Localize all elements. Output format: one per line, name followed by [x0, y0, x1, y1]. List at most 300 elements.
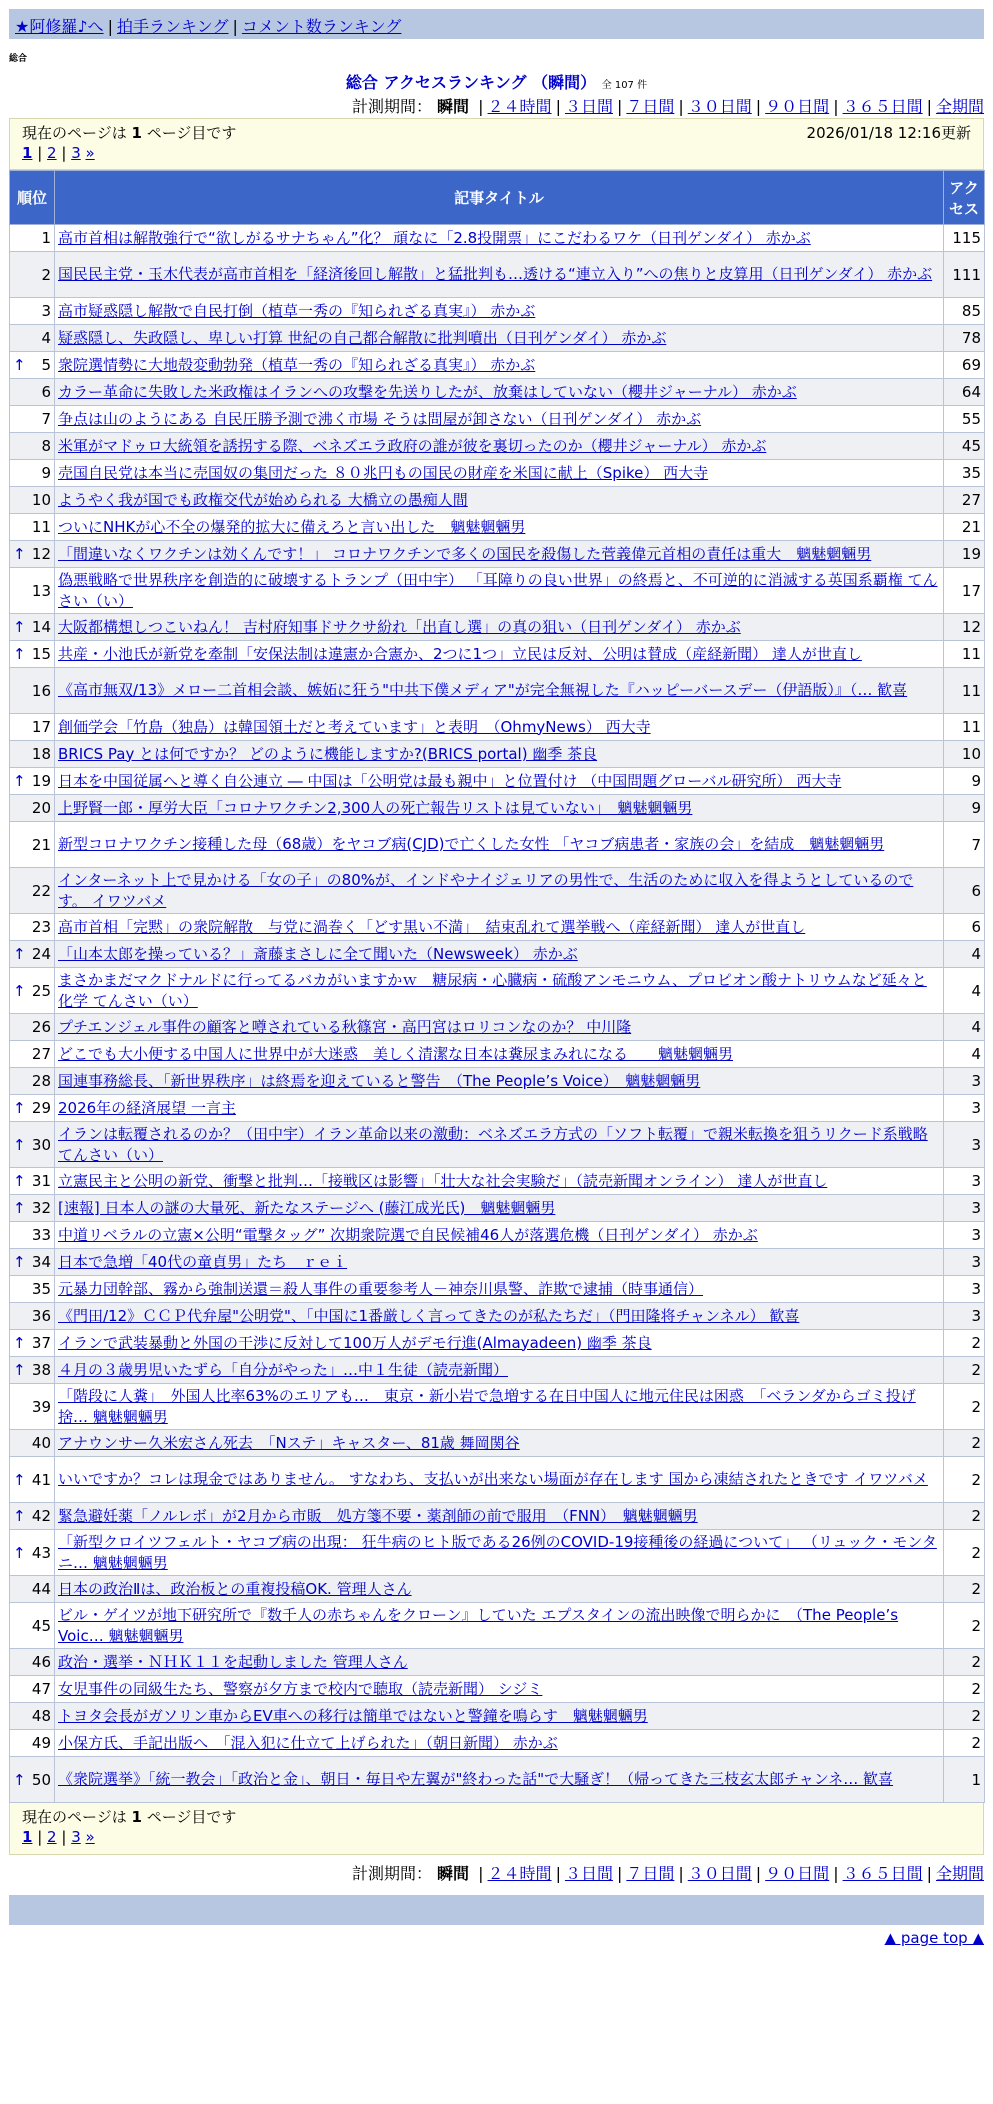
access-count: 17	[944, 568, 985, 614]
period-link[interactable]: ３日間	[564, 97, 613, 116]
access-count: 78	[944, 325, 985, 352]
access-count: 2	[944, 1330, 985, 1357]
ranking-table-body	[10, 225, 985, 1803]
top-nav-bar	[9, 9, 984, 39]
article-title-link[interactable]: 新型コロナワクチン接種した母（68歳）をヤコブ病(CJD)で亡くした女性 「ヤコブ病患者・家族の会」を結成 魑魅魍魎男	[58, 835, 885, 853]
title-cell	[55, 1041, 944, 1068]
title-cell	[55, 541, 944, 568]
access-count: 2	[944, 1730, 985, 1757]
rank-number: 5	[41, 356, 51, 374]
title-cell	[55, 668, 944, 714]
rank-cell	[10, 1530, 55, 1576]
article-title-link[interactable]: [速報] 日本人の謎の大量死、新たなステージへ (藤江成光氏) 魑魅魍魎男	[58, 1198, 556, 1217]
article-title-link[interactable]: 上野賢一郎・厚労大臣「コロナワクチン2,300人の死亡報告リストは見ていない」 魑魅魍魎男	[58, 798, 693, 817]
rank-cell	[10, 968, 55, 1014]
period-separator: |	[616, 1864, 623, 1883]
rank-up-arrow-icon: ↑	[13, 772, 26, 790]
rank-cell	[10, 914, 55, 941]
article-title-link[interactable]: 「間違いなくワクチンは効くんです！」 コロナワクチンで多くの国民を殺傷した菅義偉元首相の責任は重大 魑魅魍魎男	[58, 544, 872, 563]
rank-cell	[10, 941, 55, 968]
access-count: 3	[944, 1276, 985, 1303]
rank-cell	[10, 822, 55, 868]
title-cell	[55, 1122, 944, 1168]
title-cell	[55, 460, 944, 487]
table-row	[10, 1757, 985, 1803]
period-separator: |	[678, 1864, 684, 1883]
rank-cell	[10, 487, 55, 514]
rank-number: 37	[31, 1334, 51, 1352]
rank-number: 24	[31, 945, 51, 963]
access-count: 6	[944, 914, 985, 941]
rank-cell	[10, 768, 55, 795]
table-row	[10, 1095, 985, 1122]
period-link[interactable]: ３６５日間	[842, 97, 923, 116]
table-row	[10, 1676, 985, 1703]
table-row	[10, 1222, 985, 1249]
article-title-link[interactable]: 立憲民主と公明の新党、衝撃と批判…「接戦区は影響」「壮大な社会実験だ」（読売新聞オンライン） 達人が世直し	[58, 1171, 828, 1190]
article-title-link[interactable]: 売国自民党は本当に売国奴の集団だった ８０兆円もの国民の財産を米国に献上（Spike） 西大寺	[58, 463, 709, 482]
period-label: 計測期間：	[351, 97, 432, 116]
title-cell	[55, 1222, 944, 1249]
rank-number: 47	[31, 1680, 51, 1698]
page-info-number: 1	[131, 124, 142, 142]
title-cell	[55, 568, 944, 614]
table-row	[10, 1503, 985, 1530]
rank-up-arrow-icon: ↑	[13, 645, 26, 663]
access-count: 3	[944, 1195, 985, 1222]
access-count: 27	[944, 487, 985, 514]
table-row	[10, 1457, 985, 1503]
table-row	[10, 379, 985, 406]
table-row	[10, 1649, 985, 1676]
rank-number: 33	[31, 1226, 51, 1244]
access-count: 9	[944, 795, 985, 822]
period-link[interactable]: ７日間	[626, 97, 675, 116]
rank-cell	[10, 1503, 55, 1530]
home-link[interactable]: ★阿修羅♪へ	[15, 17, 104, 36]
article-title-link[interactable]: 「新型クロイツフェルト・ヤコブ病の出現： 狂牛病のヒト版である26例のCOVID-19接種後の経過について」 （リュック・モンタニ… 魑魅魍魎男	[58, 1532, 937, 1572]
table-row	[10, 1014, 985, 1041]
period-link[interactable]: ７日間	[626, 1864, 675, 1883]
article-title-link[interactable]: 争点は山のようにある 自民圧勝予測で沸く市場 そうは問屋が卸さない（日刊ゲンダイ） 赤かぶ	[58, 409, 702, 428]
page-top-link[interactable]: ▲ page top ▲	[884, 1929, 984, 1947]
title-cell	[55, 1330, 944, 1357]
access-count: 115	[944, 225, 985, 252]
rank-cell	[10, 1041, 55, 1068]
current-page-info-bottom	[22, 1806, 236, 1828]
ranking-title-text: 総合 アクセスランキング （瞬間）	[345, 73, 597, 92]
period-separator: |	[755, 97, 762, 116]
rank-number: 11	[31, 518, 51, 536]
article-title-link[interactable]: ついにNHKが心不全の爆発的拡大に備えろと言い出した 魑魅魍魎男	[58, 517, 526, 536]
rank-number: 9	[41, 464, 51, 482]
rank-up-arrow-icon: ↑	[13, 1172, 26, 1190]
access-count: 3	[944, 1168, 985, 1195]
rank-cell	[10, 741, 55, 768]
period-link[interactable]: ３０日間	[687, 1864, 752, 1883]
access-count: 2	[944, 1457, 985, 1503]
period-link[interactable]: ３日間	[564, 1864, 613, 1883]
title-cell	[55, 1503, 944, 1530]
title-cell	[55, 1195, 944, 1222]
period-link[interactable]: ２４時間	[487, 97, 552, 116]
period-separator: |	[478, 1864, 484, 1883]
rank-cell	[10, 325, 55, 352]
access-count: 3	[944, 1303, 985, 1330]
access-count: 3	[944, 1122, 985, 1168]
title-cell	[55, 1457, 944, 1503]
rank-number: 15	[31, 645, 51, 663]
rank-number: 31	[31, 1172, 51, 1190]
article-title-link[interactable]: 高市首相「完黙」の衆院解散 与党に渦巻く「どす黒い不満」 結束乱れて選挙戦へ（産経新聞） 達人が世直し	[58, 917, 806, 936]
article-title-link[interactable]: 2026年の経済展望 一言主	[58, 1098, 236, 1117]
pager-page-link[interactable]: 2	[47, 144, 57, 162]
article-title-link[interactable]: ビル・ゲイツが地下研究所で『数千人の赤ちゃんをクローン』していた エプスタインの流出映像で明らかに （The People’s Voic… 魑魅魍魎男	[58, 1605, 899, 1645]
nav-separator: |	[232, 17, 238, 36]
rank-number: 14	[31, 618, 51, 636]
rank-cell	[10, 1757, 55, 1803]
rank-cell	[10, 1430, 55, 1457]
article-title-link[interactable]: 緊急避妊薬「ノルレボ」が2月から市販 処方箋不要・薬剤師の前で服用 （FNN） 魑魅魍魎男	[58, 1506, 698, 1525]
ranking-title	[0, 70, 993, 92]
article-title-link[interactable]: 国連事務総長、「新世界秩序」は終焉を迎えていると警告 （The People’s Voice） 魑魅魍魎男	[58, 1071, 701, 1090]
title-cell	[55, 868, 944, 914]
rank-cell	[10, 1249, 55, 1276]
article-title-link[interactable]: 衆院選情勢に大地殻変動勃発（植草一秀の『知られざる真実』） 赤かぶ	[58, 355, 536, 374]
rank-number: 27	[31, 1045, 51, 1063]
access-count: 2	[944, 1576, 985, 1603]
access-count: 45	[944, 433, 985, 460]
article-title-link[interactable]: まさかまだマクドナルドに行ってるバカがいますかｗ 糖尿病・心臓病・硫酸アンモニウム、プロピオン酸ナトリウムなど延々と化学 てんさい（い）	[58, 970, 927, 1010]
pager-separator: |	[37, 1828, 48, 1846]
rank-number: 13	[31, 581, 51, 600]
rank-number: 50	[31, 1770, 51, 1789]
rank-cell	[10, 1384, 55, 1430]
rank-number: 29	[31, 1099, 51, 1117]
period-link[interactable]: 全期間	[935, 1864, 984, 1883]
page-info-suffix: ページ目です	[146, 124, 237, 142]
rank-number: 4	[41, 329, 51, 347]
period-links	[474, 1864, 984, 1883]
access-count: 6	[944, 868, 985, 914]
table-row	[10, 460, 985, 487]
rank-cell	[10, 1676, 55, 1703]
pager-separator: |	[56, 144, 72, 162]
rank-number: 7	[41, 410, 51, 428]
rank-number: 12	[31, 545, 51, 563]
rank-cell	[10, 1703, 55, 1730]
rank-up-arrow-icon: ↑	[13, 1099, 26, 1117]
comment-ranking-link[interactable]: コメント数ランキング	[241, 17, 402, 36]
access-count: 3	[944, 1095, 985, 1122]
period-current: 瞬間	[437, 1864, 470, 1883]
rank-number: 23	[31, 918, 51, 936]
article-title-link[interactable]: 日本で急増「40代の童貞男」たち ｒｅｉ	[58, 1252, 348, 1271]
article-title-link[interactable]: 《高市無双/13》メロー二首相会談、嫉妬に狂う"中共下僕メディア"が完全無視した『ハッピーバースデー（伊語版）』（… 歓喜	[58, 681, 908, 699]
pager-page-link[interactable]: 2	[47, 1828, 57, 1846]
access-count: 4	[944, 941, 985, 968]
table-row	[10, 795, 985, 822]
page-info-panel-bottom	[9, 1803, 984, 1855]
pager-next-link[interactable]: »	[85, 1828, 95, 1846]
rank-number: 21	[31, 835, 51, 854]
rank-cell	[10, 1276, 55, 1303]
table-row	[10, 1603, 985, 1649]
period-link[interactable]: ３６５日間	[842, 1864, 923, 1883]
pager-current[interactable]: 1	[22, 1828, 33, 1846]
rank-number: 34	[31, 1253, 51, 1271]
access-count: 2	[944, 1603, 985, 1649]
rank-number: 30	[31, 1135, 51, 1154]
article-title-link[interactable]: 共産・小池氏が新党を牽制「安保法制は違憲か合憲か、2つに1つ」立民は反対、公明は賛成（産経新聞） 達人が世直し	[58, 644, 862, 663]
nav-separator: |	[107, 17, 113, 36]
table-row	[10, 541, 985, 568]
article-title-link[interactable]: いいですか？コレは現金ではありません。 すなわち、支払いが出来ない場面が存在します 国から凍結されたときです イワツバメ	[58, 1470, 928, 1488]
page-top-area	[9, 1929, 984, 1953]
rank-cell	[10, 1095, 55, 1122]
rank-cell	[10, 1330, 55, 1357]
rank-cell	[10, 714, 55, 741]
table-row	[10, 1195, 985, 1222]
access-count: 2	[944, 1430, 985, 1457]
article-title-link[interactable]: イランは転覆されるのか？（田中宇）イラン革命以来の激動：ベネズエラ方式の「ソフト転覆」で親米転換を狙うリクード系戦略 てんさい（い）	[58, 1124, 928, 1164]
title-cell	[55, 714, 944, 741]
article-title-link[interactable]: イランで武装暴動と外国の干渉に反対して100万人がデモ行進(Almayadeen) 幽季 茶良	[58, 1333, 652, 1352]
table-row	[10, 298, 985, 325]
article-title-link[interactable]: 「山本太郎を操っている？」斎藤まさしに全て聞いた（Newsweek） 赤かぶ	[58, 944, 578, 963]
title-cell	[55, 1357, 944, 1384]
table-row	[10, 768, 985, 795]
rank-number: 17	[31, 718, 51, 736]
title-cell	[55, 433, 944, 460]
period-current: 瞬間	[437, 97, 470, 116]
article-title-link[interactable]: 中道リベラルの立憲×公明“電撃タッグ” 次期衆院選で自民候補46人が落選危機（日刊ゲンダイ） 赤かぶ	[58, 1225, 758, 1244]
rank-cell	[10, 379, 55, 406]
article-title-link[interactable]: ４月の３歳男児いたずら「自分がやった」…中１生徒（読売新聞）	[58, 1360, 509, 1379]
rank-number: 20	[31, 799, 51, 817]
period-separator: |	[926, 97, 932, 116]
period-links	[474, 97, 984, 116]
rank-cell	[10, 641, 55, 668]
table-row	[10, 1576, 985, 1603]
rank-cell	[10, 433, 55, 460]
page-info-suffix: ページ目です	[146, 1808, 237, 1826]
article-title-link[interactable]: 創価学会「竹島（独島）は韓国領土だと考えています」と表明 （OhmyNews） 西大寺	[58, 717, 651, 736]
access-count: 1	[944, 1757, 985, 1803]
rank-cell	[10, 1014, 55, 1041]
article-title-link[interactable]: 《衆院選挙》「統一教会」「政治と金」、朝日・毎日や左翼が"終わった話"で大騒ぎ！（帰ってきた三枝玄太郎チャンネ… 歓喜	[58, 1770, 894, 1788]
pager-page-link[interactable]: 3	[71, 1828, 81, 1846]
rank-number: 41	[31, 1470, 51, 1489]
article-title-link[interactable]: 日本を中国従属へと導く自公連立 ― 中国は「公明党は最も親中」と位置付け （中国問題グローバル研究所） 西大寺	[58, 771, 842, 790]
access-count: 11	[944, 668, 985, 714]
title-cell	[55, 1068, 944, 1095]
page-info-number: 1	[131, 1808, 142, 1826]
article-title-link[interactable]: 元暴力団幹部、霧から強制送還＝殺人事件の重要参考人－神奈川県警、詐欺で逮捕（時事通信）	[58, 1279, 704, 1298]
table-row	[10, 1330, 985, 1357]
access-count: 10	[944, 741, 985, 768]
table-row	[10, 641, 985, 668]
table-row	[10, 868, 985, 914]
title-cell	[55, 1014, 944, 1041]
rank-cell	[10, 568, 55, 614]
rank-cell	[10, 1730, 55, 1757]
rank-cell	[10, 406, 55, 433]
rank-number: 18	[31, 745, 51, 763]
rank-number: 19	[31, 772, 51, 790]
rank-cell	[10, 1576, 55, 1603]
header-access: アクセス	[944, 171, 985, 225]
access-count: 12	[944, 614, 985, 641]
page-info-prefix: 現在のページは	[22, 1808, 127, 1826]
title-cell	[55, 1603, 944, 1649]
rank-cell	[10, 541, 55, 568]
rank-up-arrow-icon: ↑	[13, 1507, 26, 1525]
rank-up-arrow-icon: ↑	[13, 981, 26, 1000]
article-title-link[interactable]: 米軍がマドゥロ大統領を誘拐する際、ベネズエラ政府の誰が彼を裏切ったのか（櫻井ジャーナル） 赤かぶ	[58, 436, 767, 455]
rank-up-arrow-icon: ↑	[13, 1770, 26, 1789]
title-cell	[55, 1730, 944, 1757]
rank-number: 22	[31, 881, 51, 900]
table-row	[10, 1068, 985, 1095]
pager	[22, 144, 971, 166]
title-cell	[55, 1649, 944, 1676]
pager-next-link[interactable]: »	[85, 144, 95, 162]
article-title-link[interactable]: 「階段に人糞」 外国人比率63%のエリアも… 東京・新小岩で急増する在日中国人に地元住民は困惑 「ベランダからゴミ投げ捨… 魑魅魍魎男	[58, 1386, 916, 1426]
table-row	[10, 1703, 985, 1730]
period-link[interactable]: ９０日間	[765, 1864, 830, 1883]
table-row	[10, 914, 985, 941]
pager-page-link[interactable]: 3	[71, 144, 81, 162]
title-cell	[55, 352, 944, 379]
table-row	[10, 968, 985, 1014]
title-cell	[55, 1703, 944, 1730]
rank-cell	[10, 514, 55, 541]
title-cell	[55, 914, 944, 941]
table-row	[10, 514, 985, 541]
access-count: 4	[944, 968, 985, 1014]
applause-ranking-link[interactable]: 拍手ランキング	[116, 17, 229, 36]
article-title-link[interactable]: 女児事件の同級生たち、警察が夕方まで校内で聴取（読売新聞） シジミ	[58, 1679, 543, 1698]
article-title-link[interactable]: カラー革命に失敗した米政権はイランへの攻撃を先送りしたが、放棄はしていない（櫻井ジャーナル） 赤かぶ	[58, 382, 797, 401]
rank-number: 6	[41, 383, 51, 401]
period-link[interactable]: ９０日間	[765, 97, 830, 116]
access-count: 19	[944, 541, 985, 568]
article-title-link[interactable]: BRICS Pay とは何ですか？ どのように機能しますか?(BRICS portal) 幽季 茶良	[58, 744, 598, 763]
access-count: 3	[944, 1068, 985, 1095]
title-cell	[55, 487, 944, 514]
current-page-info	[22, 122, 236, 144]
article-title-link[interactable]: 《門田/12》ＣＣＰ代弁屋"公明党"、「中国に1番厳しく言ってきたのが私たちだ」（門田隆将チャンネル） 歓喜	[58, 1306, 800, 1325]
pager-separator: |	[37, 144, 48, 162]
title-cell	[55, 298, 944, 325]
rank-cell	[10, 1168, 55, 1195]
title-cell	[55, 1530, 944, 1576]
period-selector	[9, 94, 984, 116]
rank-cell	[10, 1457, 55, 1503]
article-title-link[interactable]: アナウンサー久米宏さん死去 「Nステ」キャスター、81歳 舞岡関谷	[58, 1433, 520, 1452]
period-link[interactable]: ３０日間	[687, 97, 752, 116]
rank-cell	[10, 795, 55, 822]
rank-number: 3	[41, 302, 51, 320]
access-count: 55	[944, 406, 985, 433]
access-count: 2	[944, 1503, 985, 1530]
article-title-link[interactable]: 高市疑惑隠し解散で自民打倒（植草一秀の『知られざる真実』） 赤かぶ	[58, 301, 536, 320]
rank-number: 10	[31, 491, 51, 509]
header-rank: 順位	[10, 171, 55, 225]
table-row	[10, 406, 985, 433]
access-count: 2	[944, 1649, 985, 1676]
rank-cell	[10, 1603, 55, 1649]
rank-up-arrow-icon: ↑	[13, 945, 26, 963]
title-cell	[55, 614, 944, 641]
rank-number: 49	[31, 1734, 51, 1752]
title-cell	[55, 1676, 944, 1703]
pager-links	[37, 1828, 94, 1846]
article-title-link[interactable]: 政治・選挙・ＮＨＫ１１を起動しました 管理人さん	[58, 1652, 408, 1671]
rank-cell	[10, 1649, 55, 1676]
article-title-link[interactable]: どこでも大小便する中国人に世界中が大迷惑 美しく清潔な日本は糞尿まみれになる 魑魅魍魎男	[58, 1044, 734, 1063]
ranking-count: 全 107 件	[601, 80, 648, 91]
rank-up-arrow-icon: ↑	[13, 1334, 26, 1352]
rank-cell	[10, 1357, 55, 1384]
rank-number: 8	[41, 437, 51, 455]
article-title-link[interactable]: プチエンジェル事件の顧客と噂されている秋篠宮・高円宮はロリコンなのか？ 中川隆	[58, 1017, 632, 1036]
pager-links	[37, 144, 94, 162]
rank-number: 40	[31, 1434, 51, 1452]
article-title-link[interactable]: インターネット上で見かける「女の子」の80%が、インドやナイジェリアの男性で、生活のために収入を得ようとしているのです。 イワツバメ	[58, 870, 914, 910]
title-cell	[55, 1430, 944, 1457]
rank-number: 1	[41, 229, 51, 247]
access-count: 4	[944, 1014, 985, 1041]
rank-cell	[10, 252, 55, 298]
period-link[interactable]: ２４時間	[487, 1864, 552, 1883]
access-count: 3	[944, 1222, 985, 1249]
title-cell	[55, 1757, 944, 1803]
article-title-link[interactable]: 国民民主党・玉木代表が高市首相を「経済後回し解散」と猛批判も…透ける“連立入り”への焦りと皮算用（日刊ゲンダイ） 赤かぶ	[58, 265, 933, 283]
article-title-link[interactable]: 高市首相は解散強行で“欲しがるサナちゃん”化？ 頑なに「2.8投開票」にこだわるワケ（日刊ゲンダイ） 赤かぶ	[58, 228, 811, 247]
access-count: 35	[944, 460, 985, 487]
period-selector-bottom	[9, 1861, 984, 1883]
article-title-link[interactable]: 日本の政治Ⅱは、政治板との重複投稿OK. 管理人さん	[58, 1579, 412, 1598]
access-count: 11	[944, 641, 985, 668]
rank-number: 38	[31, 1361, 51, 1379]
article-title-link[interactable]: 大阪都構想しつこいねん！ 吉村府知事ドサクサ紛れ「出直し選」の真の狙い（日刊ゲンダイ） 赤かぶ	[58, 617, 741, 636]
period-label: 計測期間：	[351, 1864, 432, 1883]
pager-current[interactable]: 1	[22, 144, 33, 162]
article-title-link[interactable]: 小保方氏、手記出版へ 「混入犯に仕立て上げられた」（朝日新聞） 赤かぶ	[58, 1733, 558, 1752]
period-separator: |	[755, 1864, 762, 1883]
rank-up-arrow-icon: ↑	[13, 545, 26, 563]
article-title-link[interactable]: トヨタ会長がガソリン車からEV車への移行は簡単ではないと警鐘を鳴らす 魑魅魍魎男	[58, 1706, 648, 1725]
article-title-link[interactable]: 偽悪戦略で世界秩序を創造的に破壊するトランプ（田中宇） 「耳障りの良い世界」の終焉と、不可逆的に消滅する英国系覇権 てんさい（い）	[58, 570, 938, 610]
table-row	[10, 1303, 985, 1330]
rank-number: 26	[31, 1018, 51, 1036]
title-cell	[55, 1384, 944, 1430]
table-row	[10, 325, 985, 352]
table-row	[10, 1168, 985, 1195]
period-link[interactable]: 全期間	[935, 97, 984, 116]
pager-separator: |	[56, 1828, 72, 1846]
article-title-link[interactable]: 疑惑隠し、失政隠し、卑しい打算 世紀の自己都合解散に批判噴出（日刊ゲンダイ） 赤かぶ	[58, 328, 667, 347]
table-row	[10, 822, 985, 868]
header-title: 記事タイトル	[55, 171, 944, 225]
article-title-link[interactable]: ようやく我が国でも政権交代が始められる 大橋立の愚痴人間	[58, 490, 468, 509]
rank-number: 25	[31, 981, 51, 1000]
access-count: 2	[944, 1703, 985, 1730]
rank-up-arrow-icon: ↑	[13, 1253, 26, 1271]
title-cell	[55, 941, 944, 968]
